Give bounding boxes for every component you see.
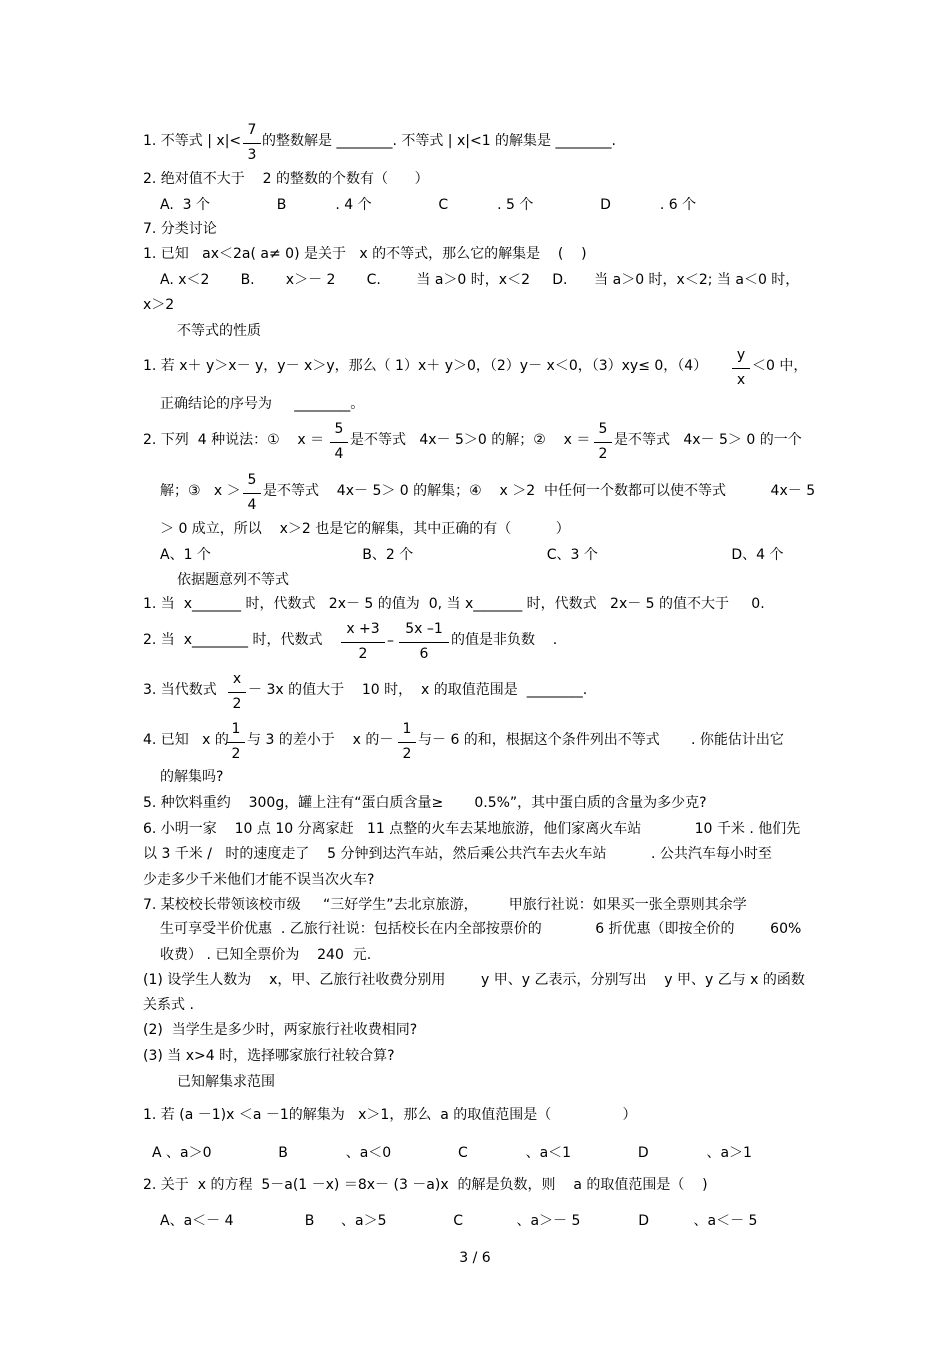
section-heading: 依据题意列不等式 bbox=[177, 572, 289, 588]
text-line: (2) 当学生是多少时，两家旅行社收费相同? bbox=[143, 1022, 418, 1038]
fraction-numerator: 1 bbox=[231, 721, 241, 737]
text-line: ＜0 中， bbox=[752, 358, 808, 374]
text-line: 解；③ x ＞ bbox=[160, 483, 241, 499]
fraction-bar bbox=[594, 442, 612, 443]
text-line: 少走多少千米他们才能不误当次火车? bbox=[143, 872, 375, 888]
text-line: 收费） . 已知全票价为 240 元. bbox=[160, 947, 372, 963]
section-heading: 7. 分类讨论 bbox=[143, 221, 217, 237]
fraction-bar bbox=[228, 692, 246, 693]
text-line: 7. 某校校长带领该校市级 “三好学生”去北京旅游， 甲旅行社说：如果买一张全票则其余学 bbox=[143, 897, 747, 913]
text-line: 6. 小明一家 10 点 10 分离家赶 11 点整的火车去某地旅游，他们家离火车站 10 千米 . 他们先 bbox=[143, 821, 801, 837]
fraction-numerator: x bbox=[232, 671, 242, 687]
text-line: 是不等式 4x－ 5＞ 0 的解集；④ x ＞2 中任何一个数都可以使不等式 4x－ 5 bbox=[263, 483, 816, 499]
fraction-bar bbox=[243, 143, 261, 144]
text-line: 2. 关于 x 的方程 5－a(1 －x) ＝8x－ (3 －a)x 的解是负数，则 a 的取值范围是（ ) bbox=[143, 1177, 708, 1193]
fraction-numerator: 5 bbox=[247, 472, 257, 488]
options-line: A 、a＞0 B 、a＜0 C 、a＜1 D 、a＞1 bbox=[152, 1145, 752, 1161]
text-line: 4. 已知 x 的 bbox=[143, 732, 229, 748]
fraction-denominator: x bbox=[736, 372, 746, 388]
text-line: ＞ 0 成立，所以 x＞2 也是它的解集，其中正确的有（ ） bbox=[160, 521, 570, 537]
text-line: 的值是非负数 . bbox=[451, 632, 558, 648]
fraction-numerator: 7 bbox=[247, 122, 257, 138]
text-line: 1. 若 x＋ y＞x－ y，y－ x＞y，那么（ 1）x＋ y＞0，（2）y－ x＜0，（3）xy≤ 0，（4） bbox=[143, 358, 708, 374]
fraction-denominator: 4 bbox=[334, 446, 344, 462]
text-line: 的解集吗? bbox=[160, 769, 224, 785]
options-line: A、a＜－ 4 B 、a＞5 C 、a＞－ 5 D 、a＜－ 5 bbox=[160, 1213, 758, 1229]
text-line: 是不等式 4x－ 5＞ 0 的一个 bbox=[614, 432, 802, 448]
fraction-numerator: y bbox=[736, 347, 746, 363]
section-heading: 已知解集求范围 bbox=[177, 1074, 275, 1090]
options-line: A. 3 个 B . 4 个 C . 5 个 D . 6 个 bbox=[160, 197, 697, 213]
fraction-bar bbox=[243, 493, 261, 494]
text-line: － 3x 的值大于 10 时， x 的取值范围是 ________. bbox=[248, 682, 588, 698]
text-line: 1. 若 (a －1)x ＜a －1的解集为 x＞1，那么 a 的取值范围是（ ） bbox=[143, 1107, 637, 1123]
text-line: 与 3 的差小于 x 的－ bbox=[247, 732, 394, 748]
text-line: 生可享受半价优惠 . 乙旅行社说：包括校长在内全部按票价的 6 折优惠（即按全价的 60% bbox=[160, 921, 802, 937]
fraction-denominator: 3 bbox=[247, 147, 257, 163]
fraction-bar bbox=[227, 742, 245, 743]
text-line: 1. 已知 ax＜2a( a≠ 0) 是关于 x 的不等式，那么它的解集是 ( ) bbox=[143, 246, 587, 262]
page-number: 3 / 6 bbox=[459, 1250, 491, 1266]
fraction-denominator: 2 bbox=[598, 446, 608, 462]
options-line: A. x＜2 B. x＞－ 2 C. 当 a＞0 时，x＜2 D. 当 a＞0 时，x＜2; 当 a＜0 时， bbox=[160, 272, 800, 288]
minus-sign: – bbox=[387, 633, 394, 649]
text-line: 以 3 千米 / 时的速度走了 5 分钟到达汽车站，然后乘公共汽车去火车站 . 公共汽车每小时至 bbox=[143, 846, 772, 862]
fraction-numerator: 5 bbox=[598, 421, 608, 437]
fraction-denominator: 6 bbox=[419, 646, 429, 662]
text-line: 2. 当 x________ 时，代数式 bbox=[143, 632, 323, 648]
fraction-bar bbox=[399, 642, 449, 643]
text-line: x＞2 bbox=[143, 297, 175, 313]
options-line: A、1 个 B、2 个 C、3 个 D、4 个 bbox=[160, 547, 784, 563]
fraction-denominator: 4 bbox=[247, 497, 257, 513]
text-line: 与－ 6 的和，根据这个条件列出不等式 . 你能估计出它 bbox=[418, 732, 784, 748]
text-line: 1. 不等式 | x|< bbox=[143, 133, 242, 149]
fraction-bar bbox=[330, 442, 348, 443]
text-line: 2. 下列 4 种说法：① x ＝ bbox=[143, 432, 325, 448]
fraction-bar bbox=[398, 742, 416, 743]
text-line: 3. 当代数式 bbox=[143, 682, 217, 698]
fraction-denominator: 2 bbox=[358, 646, 368, 662]
text-line: (1) 设学生人数为 x，甲、乙旅行社收费分别用 y 甲、y 乙表示，分别写出 y 甲、y 乙与 x 的函数 bbox=[143, 972, 805, 988]
fraction-denominator: 2 bbox=[232, 696, 242, 712]
text-line: 的整数解是 ________. 不等式 | x|<1 的解集是 ________. bbox=[262, 133, 616, 149]
text-line: 1. 当 x_______ 时，代数式 2x－ 5 的值为 0, 当 x_______ 时，代数式 2x－ 5 的值不大于 0. bbox=[143, 596, 765, 612]
fraction-bar bbox=[732, 368, 750, 369]
fraction-denominator: 2 bbox=[402, 746, 412, 762]
text-line: (3) 当 x>4 时，选择哪家旅行社较合算? bbox=[143, 1048, 395, 1064]
text-line: 5. 种饮料重约 300g，罐上注有“蛋白质含量≥ 0.5%”，其中蛋白质的含量为多少克? bbox=[143, 795, 707, 811]
fraction-numerator: x +3 bbox=[346, 621, 380, 637]
text-line: 正确结论的序号为 ________。 bbox=[160, 396, 365, 412]
fraction-numerator: 1 bbox=[402, 721, 412, 737]
text-line: 关系式 . bbox=[143, 997, 194, 1013]
fraction-bar bbox=[341, 642, 385, 643]
text-line: 2. 绝对值不大于 2 的整数的个数有（ ） bbox=[143, 171, 429, 187]
fraction-numerator: 5 bbox=[334, 421, 344, 437]
section-heading: 不等式的性质 bbox=[177, 323, 261, 339]
text-line: 是不等式 4x－ 5＞0 的解；② x ＝ bbox=[350, 432, 591, 448]
fraction-denominator: 2 bbox=[231, 746, 241, 762]
fraction-numerator: 5x –1 bbox=[405, 621, 443, 637]
